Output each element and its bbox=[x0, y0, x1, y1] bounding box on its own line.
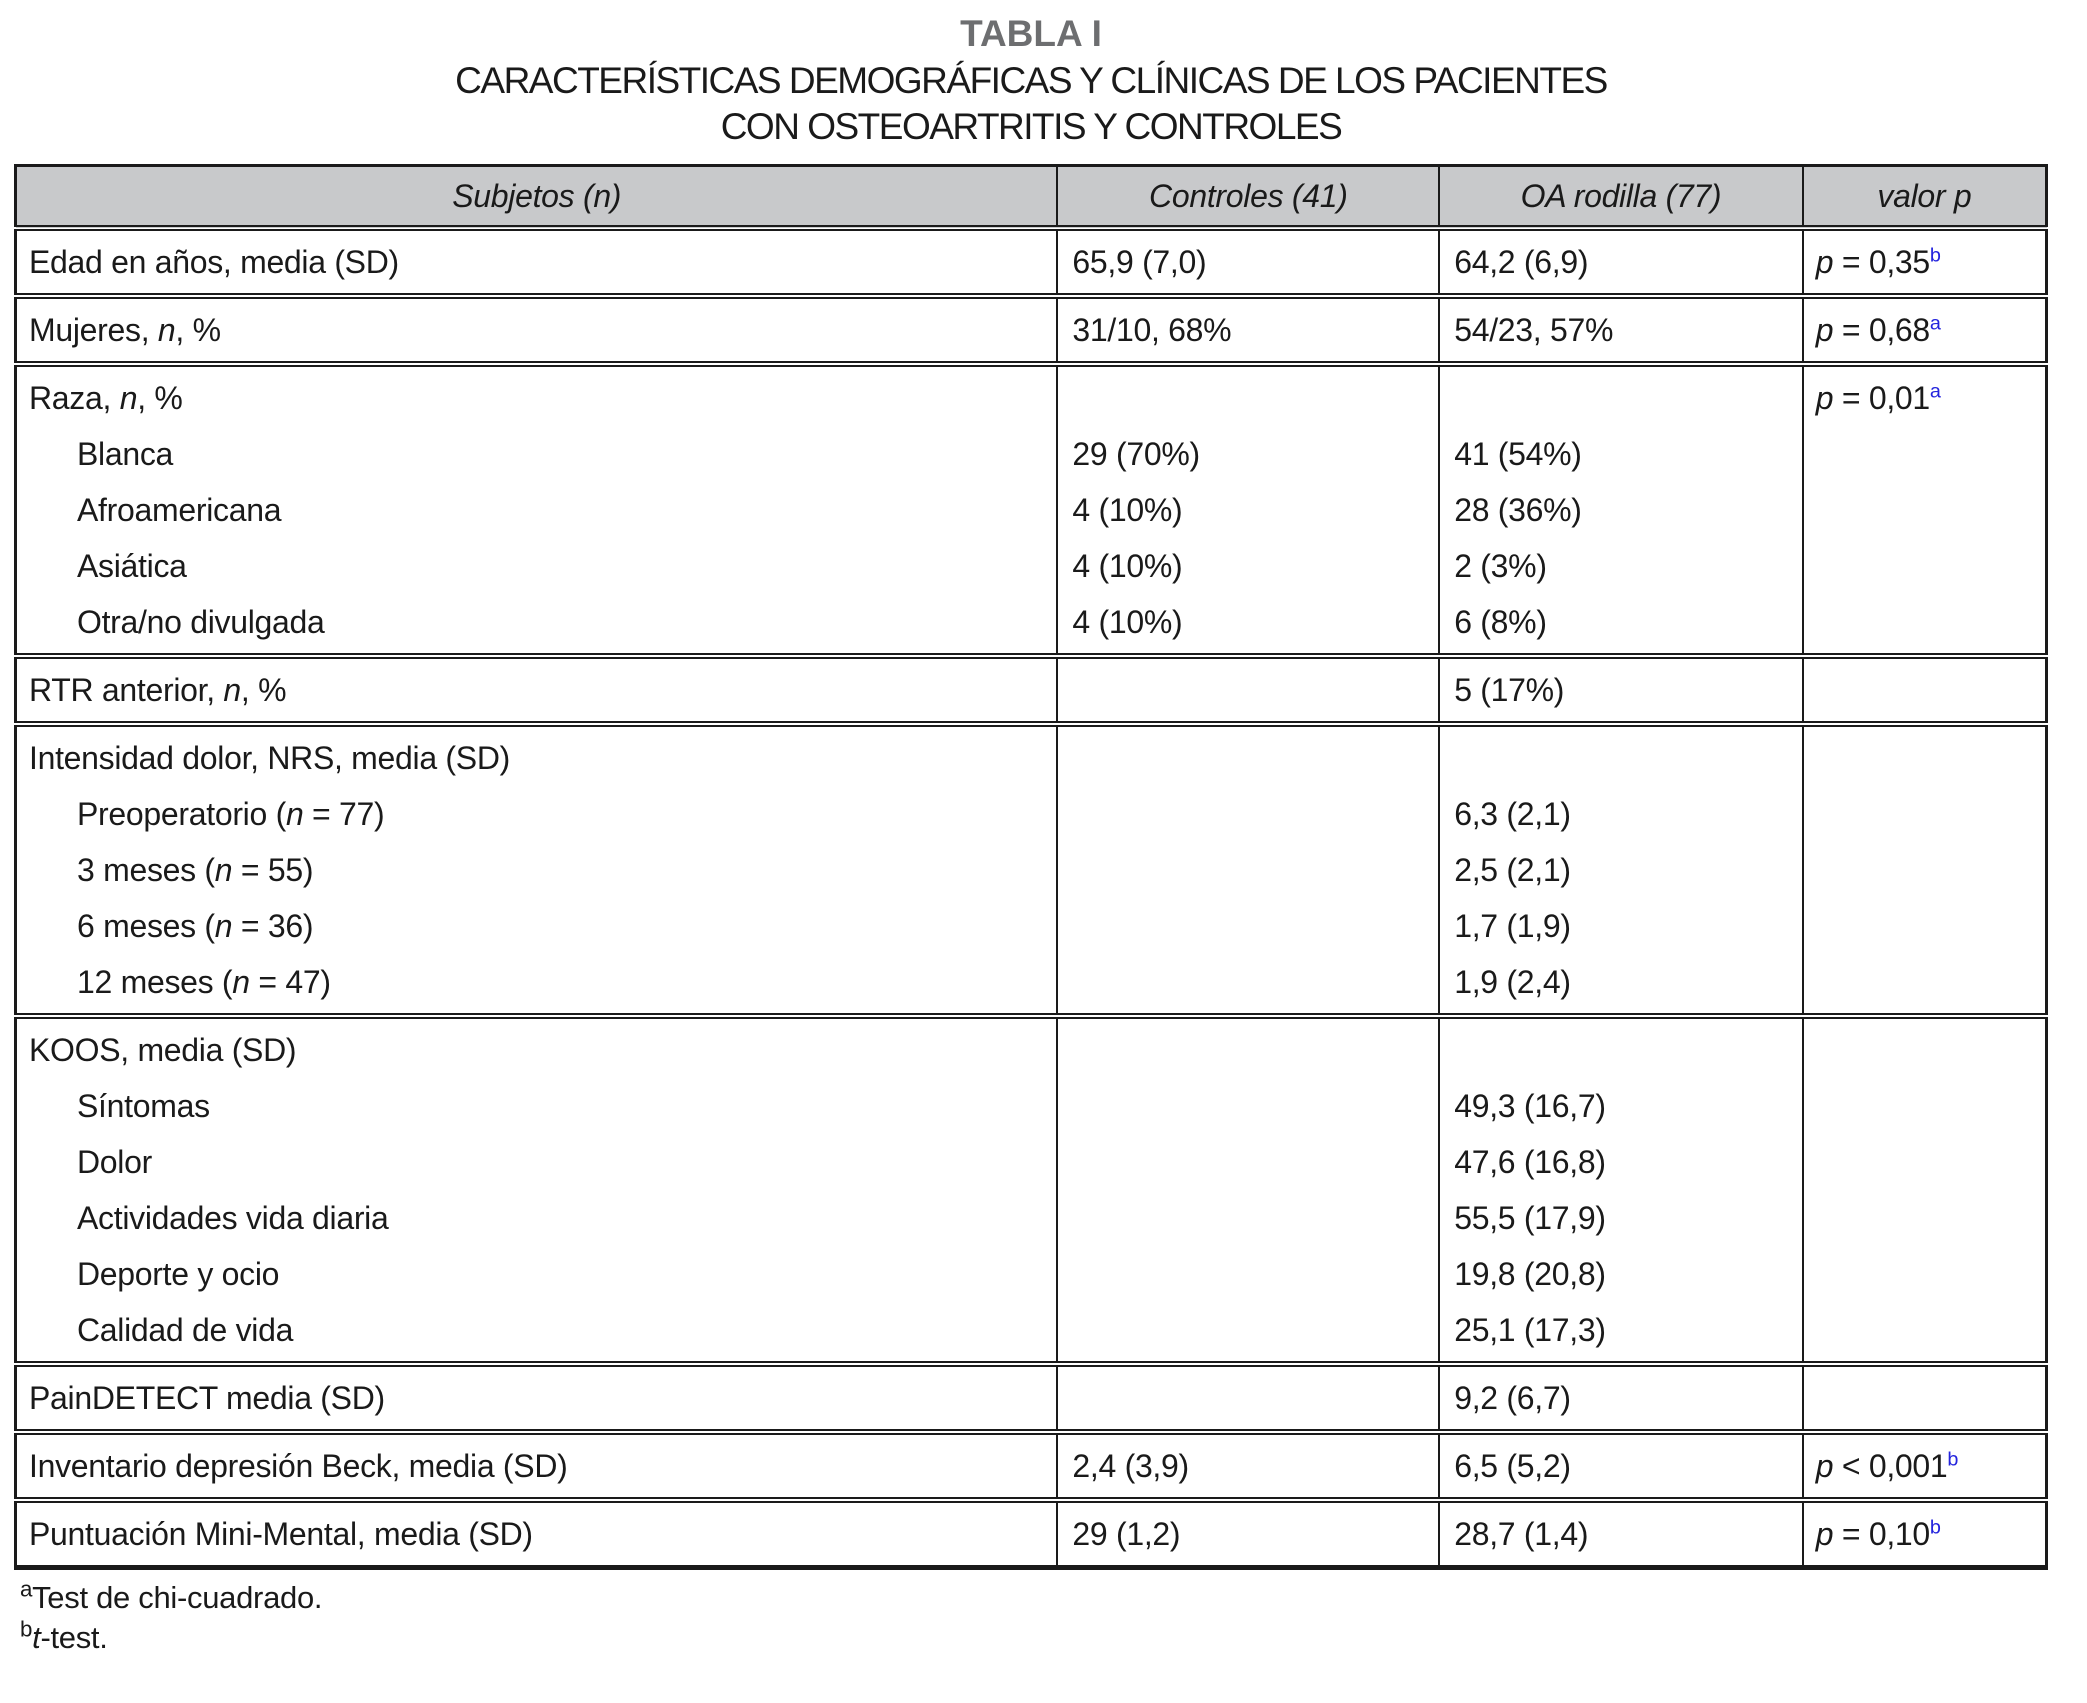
table-row bbox=[16, 228, 2047, 296]
table-title-line2: CON OSTEOARTRITIS Y CONTROLES bbox=[720, 106, 1342, 147]
cell-line bbox=[1804, 954, 2045, 1010]
cell-line: Intensidad dolor, NRS, media (SD) bbox=[29, 740, 510, 776]
cell-line bbox=[1804, 1246, 2045, 1302]
cell-line: p < 0,001$^b$ bbox=[1815, 1448, 1959, 1484]
cell-label bbox=[16, 296, 1058, 364]
table-row bbox=[16, 724, 2047, 1016]
cell-oa bbox=[1439, 656, 1803, 724]
column-header-oa: OA rodilla (77) bbox=[1439, 166, 1803, 229]
cell-line: 6 meses (n = 36) bbox=[77, 908, 314, 944]
cell-line bbox=[1440, 370, 1802, 426]
cell-oa bbox=[1439, 724, 1803, 1016]
cell-line: 25,1 (17,3) bbox=[1454, 1312, 1606, 1348]
cell-p bbox=[1803, 656, 2047, 724]
cell-oa bbox=[1439, 364, 1803, 656]
cell-line bbox=[1804, 1302, 2045, 1358]
cell-line: 64,2 (6,9) bbox=[1454, 244, 1589, 280]
cell-line bbox=[1058, 1022, 1438, 1078]
cell-line: 3 meses (n = 55) bbox=[77, 852, 314, 888]
cell-line: p = 0,10$^b$ bbox=[1815, 1516, 1941, 1552]
cell-line bbox=[1804, 1134, 2045, 1190]
cell-line: KOOS, media (SD) bbox=[29, 1032, 297, 1068]
table-row bbox=[16, 1432, 2047, 1500]
cell-line bbox=[1058, 954, 1438, 1010]
column-header-controles: Controles (41) bbox=[1057, 166, 1439, 229]
cell-line: 4 (10%) bbox=[1072, 604, 1183, 640]
cell-label bbox=[16, 1500, 1058, 1568]
cell-line: Inventario depresión Beck, media (SD) bbox=[29, 1448, 568, 1484]
cell-line: PainDETECT media (SD) bbox=[29, 1380, 385, 1416]
cell-label bbox=[16, 364, 1058, 656]
cell-line bbox=[1804, 898, 2045, 954]
cell-line: Afroamericana bbox=[77, 492, 282, 528]
cell-line bbox=[1058, 1370, 1438, 1426]
cell-oa bbox=[1439, 296, 1803, 364]
cell-line bbox=[1058, 370, 1438, 426]
table-row bbox=[16, 1364, 2047, 1432]
cell-line: Dolor bbox=[77, 1144, 152, 1180]
cell-line bbox=[1804, 842, 2045, 898]
cell-line: 41 (54%) bbox=[1454, 436, 1582, 472]
cell-line: 6,3 (2,1) bbox=[1454, 796, 1571, 832]
cell-line: 19,8 (20,8) bbox=[1454, 1256, 1606, 1292]
footnotes bbox=[14, 1578, 2048, 1658]
cell-line bbox=[1804, 730, 2045, 786]
cell-line bbox=[1804, 786, 2045, 842]
cell-line: 47,6 (16,8) bbox=[1454, 1144, 1606, 1180]
cell-label bbox=[16, 228, 1058, 296]
table-row bbox=[16, 656, 2047, 724]
column-header-label: Subjetos (n) bbox=[16, 166, 1058, 229]
cell-line: 29 (1,2) bbox=[1072, 1516, 1181, 1552]
cell-oa bbox=[1439, 1016, 1803, 1364]
cell-line: Deporte y ocio bbox=[77, 1256, 280, 1292]
cell-line bbox=[1058, 730, 1438, 786]
cell-line: 6,5 (5,2) bbox=[1454, 1448, 1571, 1484]
cell-line: Raza, n, % bbox=[29, 380, 183, 416]
table-row bbox=[16, 364, 2047, 656]
cell-label bbox=[16, 1432, 1058, 1500]
cell-label bbox=[16, 1016, 1058, 1364]
cell-controles bbox=[1057, 724, 1439, 1016]
cell-line bbox=[1804, 1022, 2045, 1078]
cell-controles bbox=[1057, 656, 1439, 724]
cell-line: 54/23, 57% bbox=[1454, 312, 1614, 348]
cell-line: Blanca bbox=[77, 436, 174, 472]
cell-line bbox=[1804, 594, 2045, 650]
cell-line bbox=[1804, 1190, 2045, 1246]
table-body bbox=[16, 228, 2047, 1568]
cell-line: RTR anterior, n, % bbox=[29, 672, 287, 708]
cell-oa bbox=[1439, 228, 1803, 296]
cell-line bbox=[1058, 662, 1438, 718]
cell-line bbox=[1804, 1370, 2045, 1426]
cell-line: 4 (10%) bbox=[1072, 492, 1183, 528]
table-figure bbox=[14, 0, 2048, 1658]
cell-line bbox=[1058, 1134, 1438, 1190]
cell-line: p = 0,01$^a$ bbox=[1815, 380, 1941, 416]
title-block bbox=[14, 10, 2048, 150]
footnote: $^b$t-test. bbox=[20, 1616, 108, 1655]
cell-line bbox=[1058, 786, 1438, 842]
cell-controles bbox=[1057, 228, 1439, 296]
cell-line: 31/10, 68% bbox=[1072, 312, 1232, 348]
cell-line: p = 0,68$^a$ bbox=[1815, 312, 1941, 348]
cell-oa bbox=[1439, 1364, 1803, 1432]
cell-line: 1,9 (2,4) bbox=[1454, 964, 1571, 1000]
table-number: TABLA I bbox=[960, 13, 1102, 54]
cell-line: p = 0,35$^b$ bbox=[1815, 244, 1941, 280]
demographics-table bbox=[14, 164, 2048, 1570]
cell-line bbox=[1058, 898, 1438, 954]
table-row bbox=[16, 1016, 2047, 1364]
cell-line: 49,3 (16,7) bbox=[1454, 1088, 1606, 1124]
cell-line: 1,7 (1,9) bbox=[1454, 908, 1571, 944]
cell-line: 28 (36%) bbox=[1454, 492, 1582, 528]
cell-line: Síntomas bbox=[77, 1088, 210, 1124]
cell-controles bbox=[1057, 1364, 1439, 1432]
cell-line bbox=[1440, 730, 1802, 786]
cell-line bbox=[1804, 1078, 2045, 1134]
header-row bbox=[16, 166, 2047, 229]
cell-line bbox=[1804, 662, 2045, 718]
cell-line bbox=[1058, 842, 1438, 898]
cell-line: 6 (8%) bbox=[1454, 604, 1547, 640]
table-title-line1: CARACTERÍSTICAS DEMOGRÁFICAS Y CLÍNICAS DE LOS PACIENTES bbox=[455, 60, 1607, 101]
cell-label bbox=[16, 656, 1058, 724]
cell-p bbox=[1803, 1364, 2047, 1432]
cell-oa bbox=[1439, 1432, 1803, 1500]
cell-line: Mujeres, n, % bbox=[29, 312, 221, 348]
table-row bbox=[16, 1500, 2047, 1568]
footnote: $^a$Test de chi-cuadrado. bbox=[20, 1576, 323, 1615]
cell-line: Puntuación Mini-Mental, media (SD) bbox=[29, 1516, 533, 1552]
cell-line bbox=[1058, 1302, 1438, 1358]
cell-p bbox=[1803, 364, 2047, 656]
cell-controles bbox=[1057, 364, 1439, 656]
cell-line: Otra/no divulgada bbox=[77, 604, 325, 640]
cell-label bbox=[16, 1364, 1058, 1432]
cell-line: 2,5 (2,1) bbox=[1454, 852, 1571, 888]
cell-line: Edad en años, media (SD) bbox=[29, 244, 399, 280]
cell-controles bbox=[1057, 1500, 1439, 1568]
cell-line: 5 (17%) bbox=[1454, 672, 1565, 708]
cell-oa bbox=[1439, 1500, 1803, 1568]
cell-line bbox=[1804, 426, 2045, 482]
cell-p bbox=[1803, 228, 2047, 296]
cell-p bbox=[1803, 1016, 2047, 1364]
cell-line bbox=[1804, 482, 2045, 538]
cell-line bbox=[1440, 1022, 1802, 1078]
cell-controles bbox=[1057, 1016, 1439, 1364]
cell-line: 2,4 (3,9) bbox=[1072, 1448, 1189, 1484]
cell-p bbox=[1803, 296, 2047, 364]
cell-line bbox=[1804, 538, 2045, 594]
cell-line: 55,5 (17,9) bbox=[1454, 1200, 1606, 1236]
cell-line: Asiática bbox=[77, 548, 187, 584]
cell-controles bbox=[1057, 1432, 1439, 1500]
cell-line: 28,7 (1,4) bbox=[1454, 1516, 1589, 1552]
column-header-p: valor p bbox=[1803, 166, 2047, 229]
cell-line: Preoperatorio (n = 77) bbox=[77, 796, 385, 832]
cell-p bbox=[1803, 1432, 2047, 1500]
cell-line: Actividades vida diaria bbox=[77, 1200, 389, 1236]
cell-label bbox=[16, 724, 1058, 1016]
cell-line bbox=[1058, 1190, 1438, 1246]
cell-line bbox=[1058, 1078, 1438, 1134]
cell-line bbox=[1058, 1246, 1438, 1302]
cell-line: 29 (70%) bbox=[1072, 436, 1200, 472]
cell-p bbox=[1803, 724, 2047, 1016]
table-row bbox=[16, 296, 2047, 364]
cell-line: 4 (10%) bbox=[1072, 548, 1183, 584]
cell-line: 12 meses (n = 47) bbox=[77, 964, 331, 1000]
cell-p bbox=[1803, 1500, 2047, 1568]
cell-line: Calidad de vida bbox=[77, 1312, 294, 1348]
cell-line: 65,9 (7,0) bbox=[1072, 244, 1207, 280]
cell-line: 2 (3%) bbox=[1454, 548, 1547, 584]
cell-line: 9,2 (6,7) bbox=[1454, 1380, 1571, 1416]
cell-controles bbox=[1057, 296, 1439, 364]
